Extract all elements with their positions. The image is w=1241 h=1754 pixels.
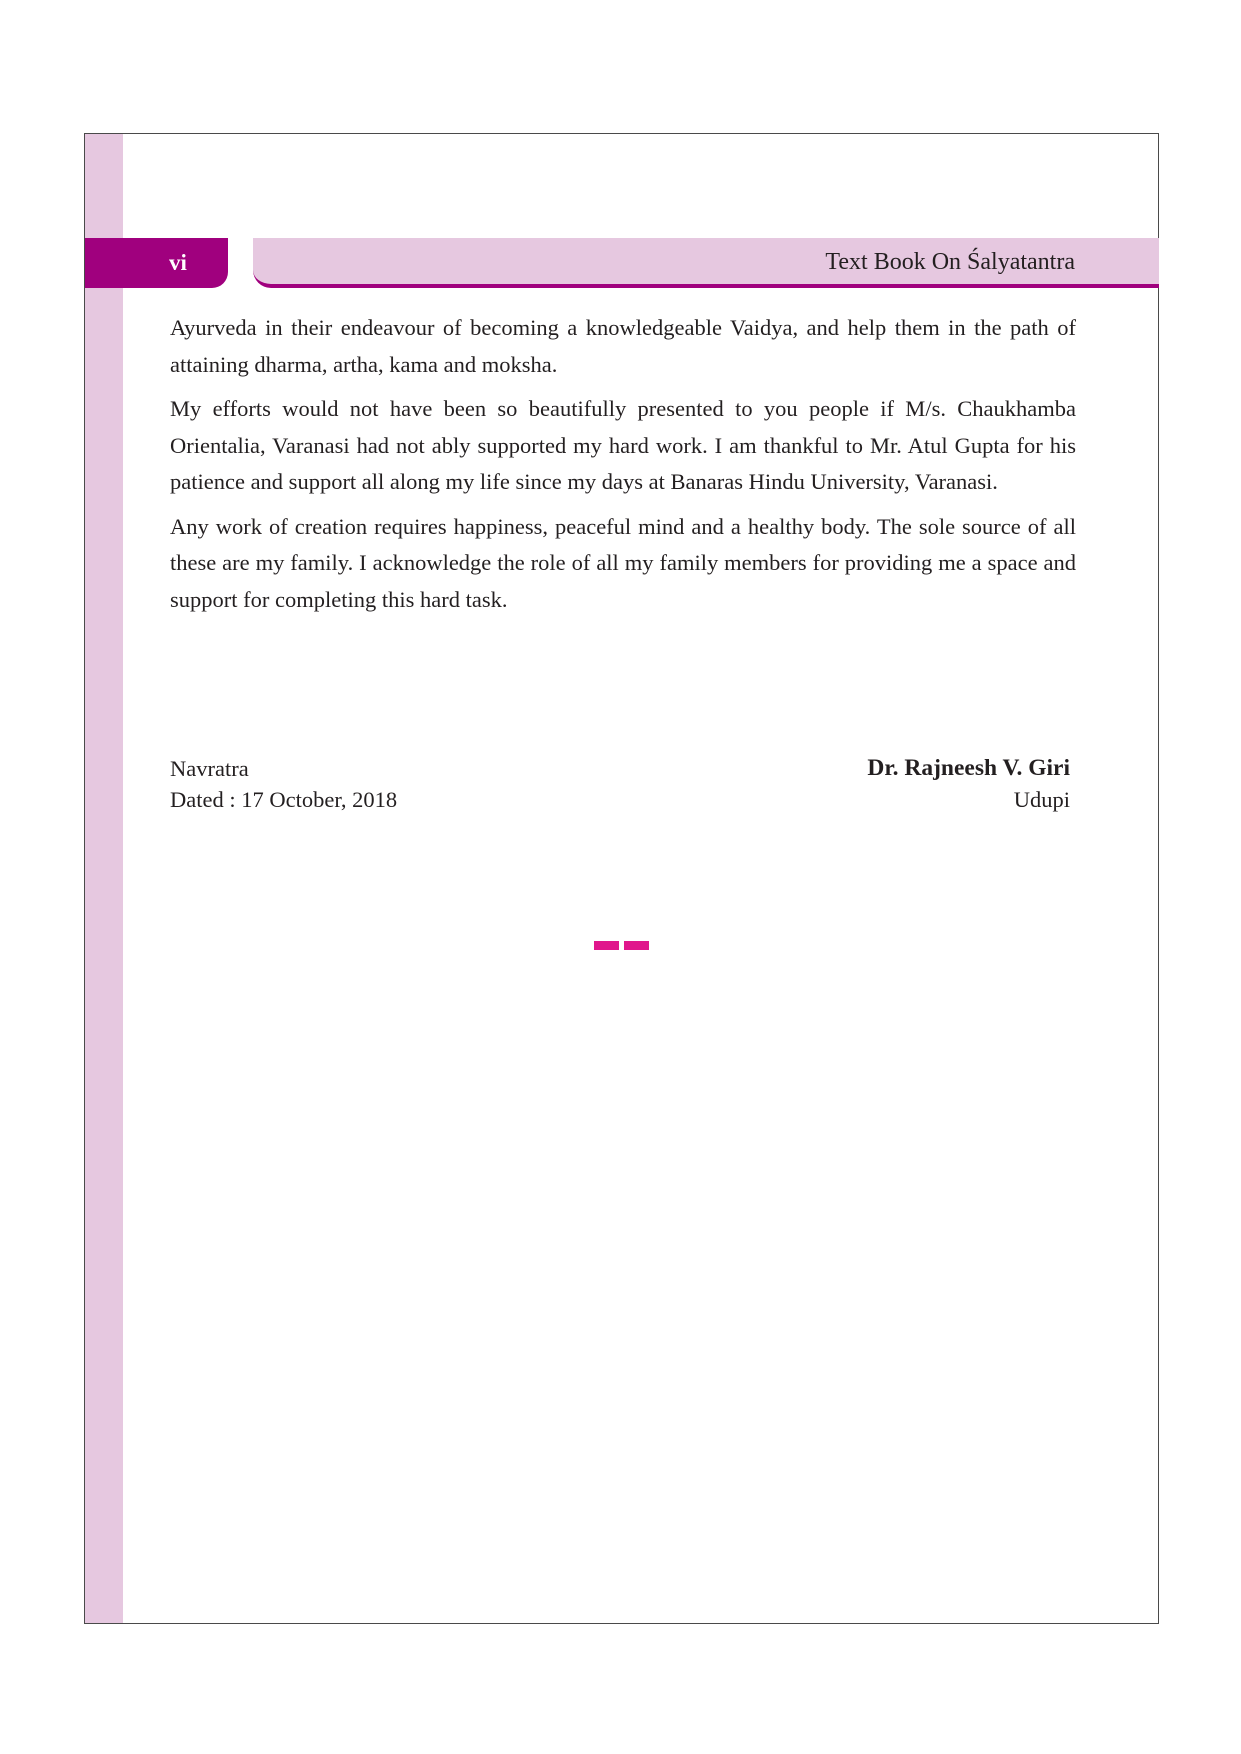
author-name: Dr. Rajneesh V. Giri [867, 755, 1070, 781]
author-place: Udupi [1013, 787, 1070, 812]
body-text [170, 310, 1076, 626]
paragraph: Any work of creation requires happiness, peaceful mind and a healthy body. The sole source of all these are my family. I acknowledge the role of all my family members for providing me a space and support for completing this hard task. [170, 513, 1076, 612]
page-number: vi [169, 250, 187, 275]
signoff-right [867, 753, 1070, 815]
occasion: Navratra [170, 756, 249, 781]
paragraph: Ayurveda in their endeavour of becoming a knowledgeable Vaidya, and help them in the path of attaining dharma, artha, kama and moksha. [170, 315, 1076, 377]
paragraph: My efforts would not have been so beautifully presented to you people if M/s. Chaukhamba Orientalia, Varanasi had not ably supported my hard work. I am thankful to Mr. Atul Gupta for his patience and support all along my life since my days at Banaras Hindu University, Varanasi. [170, 396, 1076, 494]
end-of-section-mark [624, 941, 649, 950]
end-of-section-mark [594, 941, 619, 950]
left-margin-strip [85, 134, 123, 1623]
running-title: Text Book On Śalyatantra [825, 249, 1075, 275]
date-line: Dated : 17 October, 2018 [170, 787, 398, 812]
running-header [253, 238, 1159, 288]
page-number-tab [85, 238, 228, 288]
signoff-left [170, 753, 397, 815]
